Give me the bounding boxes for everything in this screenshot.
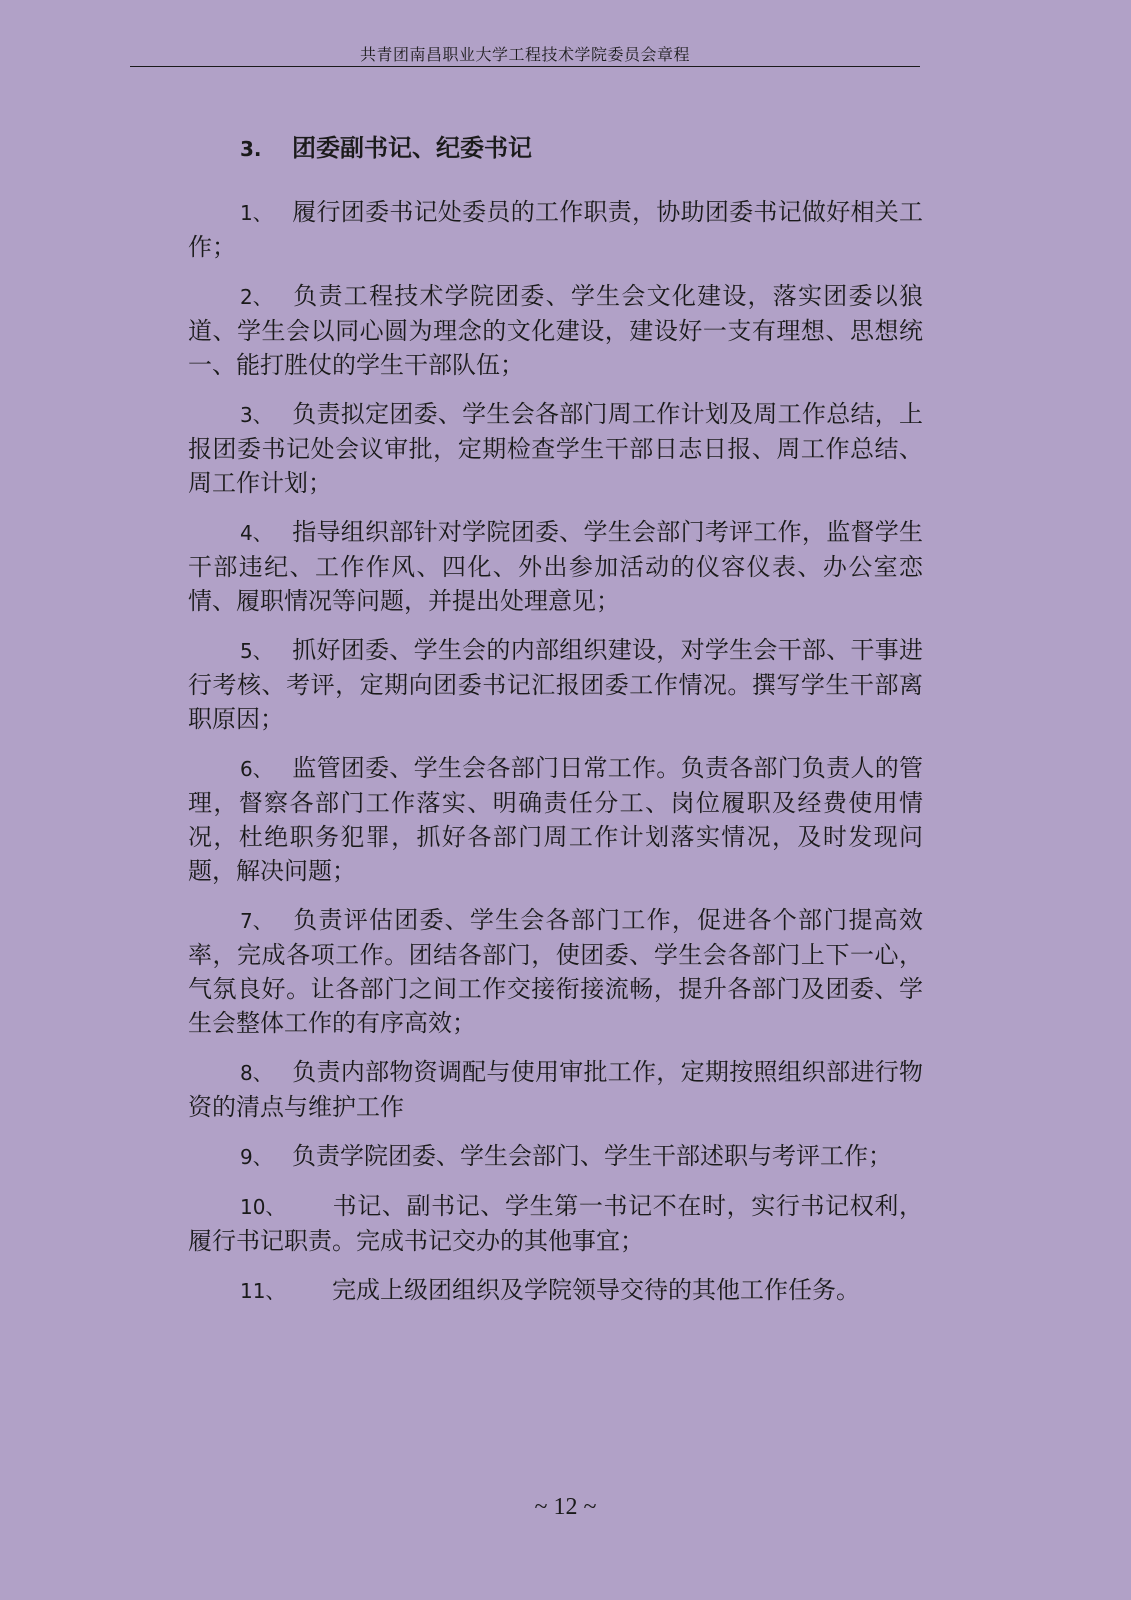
item-number: 6、 [240,757,273,781]
list-item [188,1055,923,1124]
item-text: 负责评估团委、学生会各部门工作，促进各个部门提高效率，完成各项工作。团结各部门，使团委、学生会各部门上下一心，气氛良好。让各部门之间工作交接衔接流畅，提升各部门及团委、学生会整体工作的有序高效； [188,906,923,1037]
section-title: 团委副书记、纪委书记 [292,133,532,162]
section-heading [240,128,923,169]
item-number: 2、 [240,285,273,309]
list-item [188,1273,923,1308]
item-number: 3、 [240,403,273,427]
item-text: 负责拟定团委、学生会各部门周工作计划及周工作总结，上报团委书记处会议审批，定期检查学生干部日志日报、周工作总结、周工作计划； [188,400,923,497]
list-item [188,397,923,500]
item-text: 负责学院团委、学生会部门、学生干部述职与考评工作； [292,1142,892,1170]
item-text: 指导组织部针对学院团委、学生会部门考评工作，监督学生干部违纪、工作作风、四化、外出参加活动的仪容仪表、办公室恋情、履职情况等问题，并提出处理意见； [188,518,923,615]
item-text: 负责内部物资调配与使用审批工作，定期按照组织部进行物资的清点与维护工作 [188,1058,923,1121]
section-number: 3. [240,137,262,161]
item-number: 5、 [240,639,273,663]
list-item [188,515,923,618]
list-item [188,195,923,264]
item-text: 抓好团委、学生会的内部组织建设，对学生会干部、干事进行考核、考评，定期向团委书记汇报团委工作情况。撰写学生干部离职原因； [188,636,923,733]
item-number: 10、 [240,1195,286,1219]
list-item [188,751,923,888]
item-number: 4、 [240,521,273,545]
item-number: 8、 [240,1061,273,1085]
item-number: 7、 [240,909,273,933]
list-item [188,633,923,736]
item-text: 监管团委、学生会各部门日常工作。负责各部门负责人的管理，督察各部门工作落实、明确责任分工、岗位履职及经费使用情况，杜绝职务犯罪，抓好各部门周工作计划落实情况，及时发现问题，解决问题； [188,754,923,885]
list-item [188,1139,923,1174]
list-item [188,279,923,382]
item-text: 完成上级团组织及学院领导交待的其他工作任务。 [332,1276,860,1304]
item-text: 负责工程技术学院团委、学生会文化建设，落实团委以狼道、学生会以同心圆为理念的文化建设，建设好一支有理想、思想统一、能打胜仗的学生干部队伍； [188,282,923,379]
header-divider [130,66,920,67]
item-number: 9、 [240,1145,273,1169]
list-item [188,1189,923,1258]
page-header: 共青团南昌职业大学工程技术学院委员会章程 [359,45,690,64]
list-item [188,903,923,1040]
document-body [188,128,923,1323]
page-number: ~ 12 ~ [534,1494,597,1520]
item-number: 1、 [240,201,273,225]
item-number: 11、 [240,1279,286,1303]
item-text: 书记、副书记、学生第一书记不在时，实行书记权利，履行书记职责。完成书记交办的其他事宜； [188,1192,923,1255]
item-text: 履行团委书记处委员的工作职责，协助团委书记做好相关工作； [188,198,923,261]
